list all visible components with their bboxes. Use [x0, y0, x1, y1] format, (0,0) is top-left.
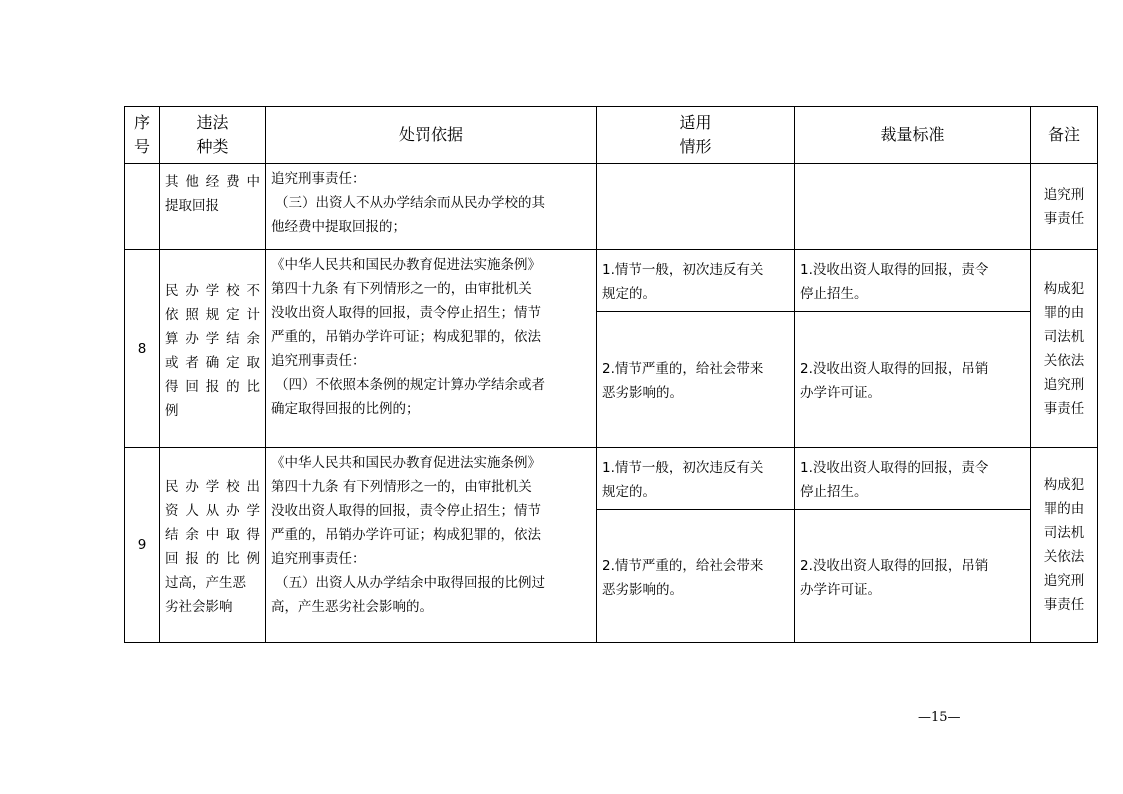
row-seq: 9 [125, 448, 160, 643]
row-seq: 8 [125, 250, 160, 448]
row-seq [125, 164, 160, 250]
row-type: 其他经费中 提取回报 [160, 164, 266, 250]
row-remark: 构成犯 罪的由 司法机 关依法 追究刑 事责任 [1031, 250, 1098, 448]
row-situation-serious: 2.情节严重的，给社会带来 恶劣影响的。 [597, 312, 795, 448]
row-situation-general: 1.情节一般，初次违反有关 规定的。 [597, 448, 795, 510]
table-row [125, 448, 1098, 510]
row-type: 民办学校出 资人从办学 结余中取得 回报的比例 过高，产生恶 劣社会影响 [160, 448, 266, 643]
row-standard-general: 1.没收出资人取得的回报，责令 停止招生。 [795, 250, 1031, 312]
row-situation [597, 164, 795, 250]
page-number: —15— [918, 710, 961, 725]
header-type: 违法 种类 [160, 107, 266, 164]
row-situation-general: 1.情节一般，初次违反有关 规定的。 [597, 250, 795, 312]
header-remark: 备注 [1031, 107, 1098, 164]
row-standard-general: 1.没收出资人取得的回报，责令 停止招生。 [795, 448, 1031, 510]
row-basis: 追究刑事责任： （三）出资人不从办学结余而从民办学校的其 他经费中提取回报的； [266, 164, 597, 250]
row-remark: 追究刑 事责任 [1031, 164, 1098, 250]
row-remark: 构成犯 罪的由 司法机 关依法 追究刑 事责任 [1031, 448, 1098, 643]
header-seq: 序 号 [125, 107, 160, 164]
header-standard: 裁量标准 [795, 107, 1031, 164]
row-standard [795, 164, 1031, 250]
row-standard-serious: 2.没收出资人取得的回报，吊销 办学许可证。 [795, 510, 1031, 643]
table-row [125, 250, 1098, 312]
header-situation: 适用 情形 [597, 107, 795, 164]
row-situation-serious: 2.情节严重的，给社会带来 恶劣影响的。 [597, 510, 795, 643]
row-basis: 《中华人民共和国民办教育促进法实施条例》 第四十九条 有下列情形之一的，由审批机关 没收出资人取得的回报，责令停止招生；情节 严重的，吊销办学许可证；构成犯罪的，依法 追究刑事责任： （四）不依照本条例的规定计算办学结余或者 确定取得回报的比例的； [266, 250, 597, 448]
penalty-table [124, 106, 1098, 643]
row-standard-serious: 2.没收出资人取得的回报，吊销 办学许可证。 [795, 312, 1031, 448]
row-basis: 《中华人民共和国民办教育促进法实施条例》 第四十九条 有下列情形之一的，由审批机关 没收出资人取得的回报，责令停止招生；情节 严重的，吊销办学许可证；构成犯罪的，依法 追究刑事责任： （五）出资人从办学结余中取得回报的比例过 高，产生恶劣社会影响的。 [266, 448, 597, 643]
table-header-row [125, 107, 1098, 164]
table-row [125, 164, 1098, 250]
header-basis: 处罚依据 [266, 107, 597, 164]
row-type: 民办学校不 依照规定计 算办学结余 或者确定取 得回报的比 例 [160, 250, 266, 448]
